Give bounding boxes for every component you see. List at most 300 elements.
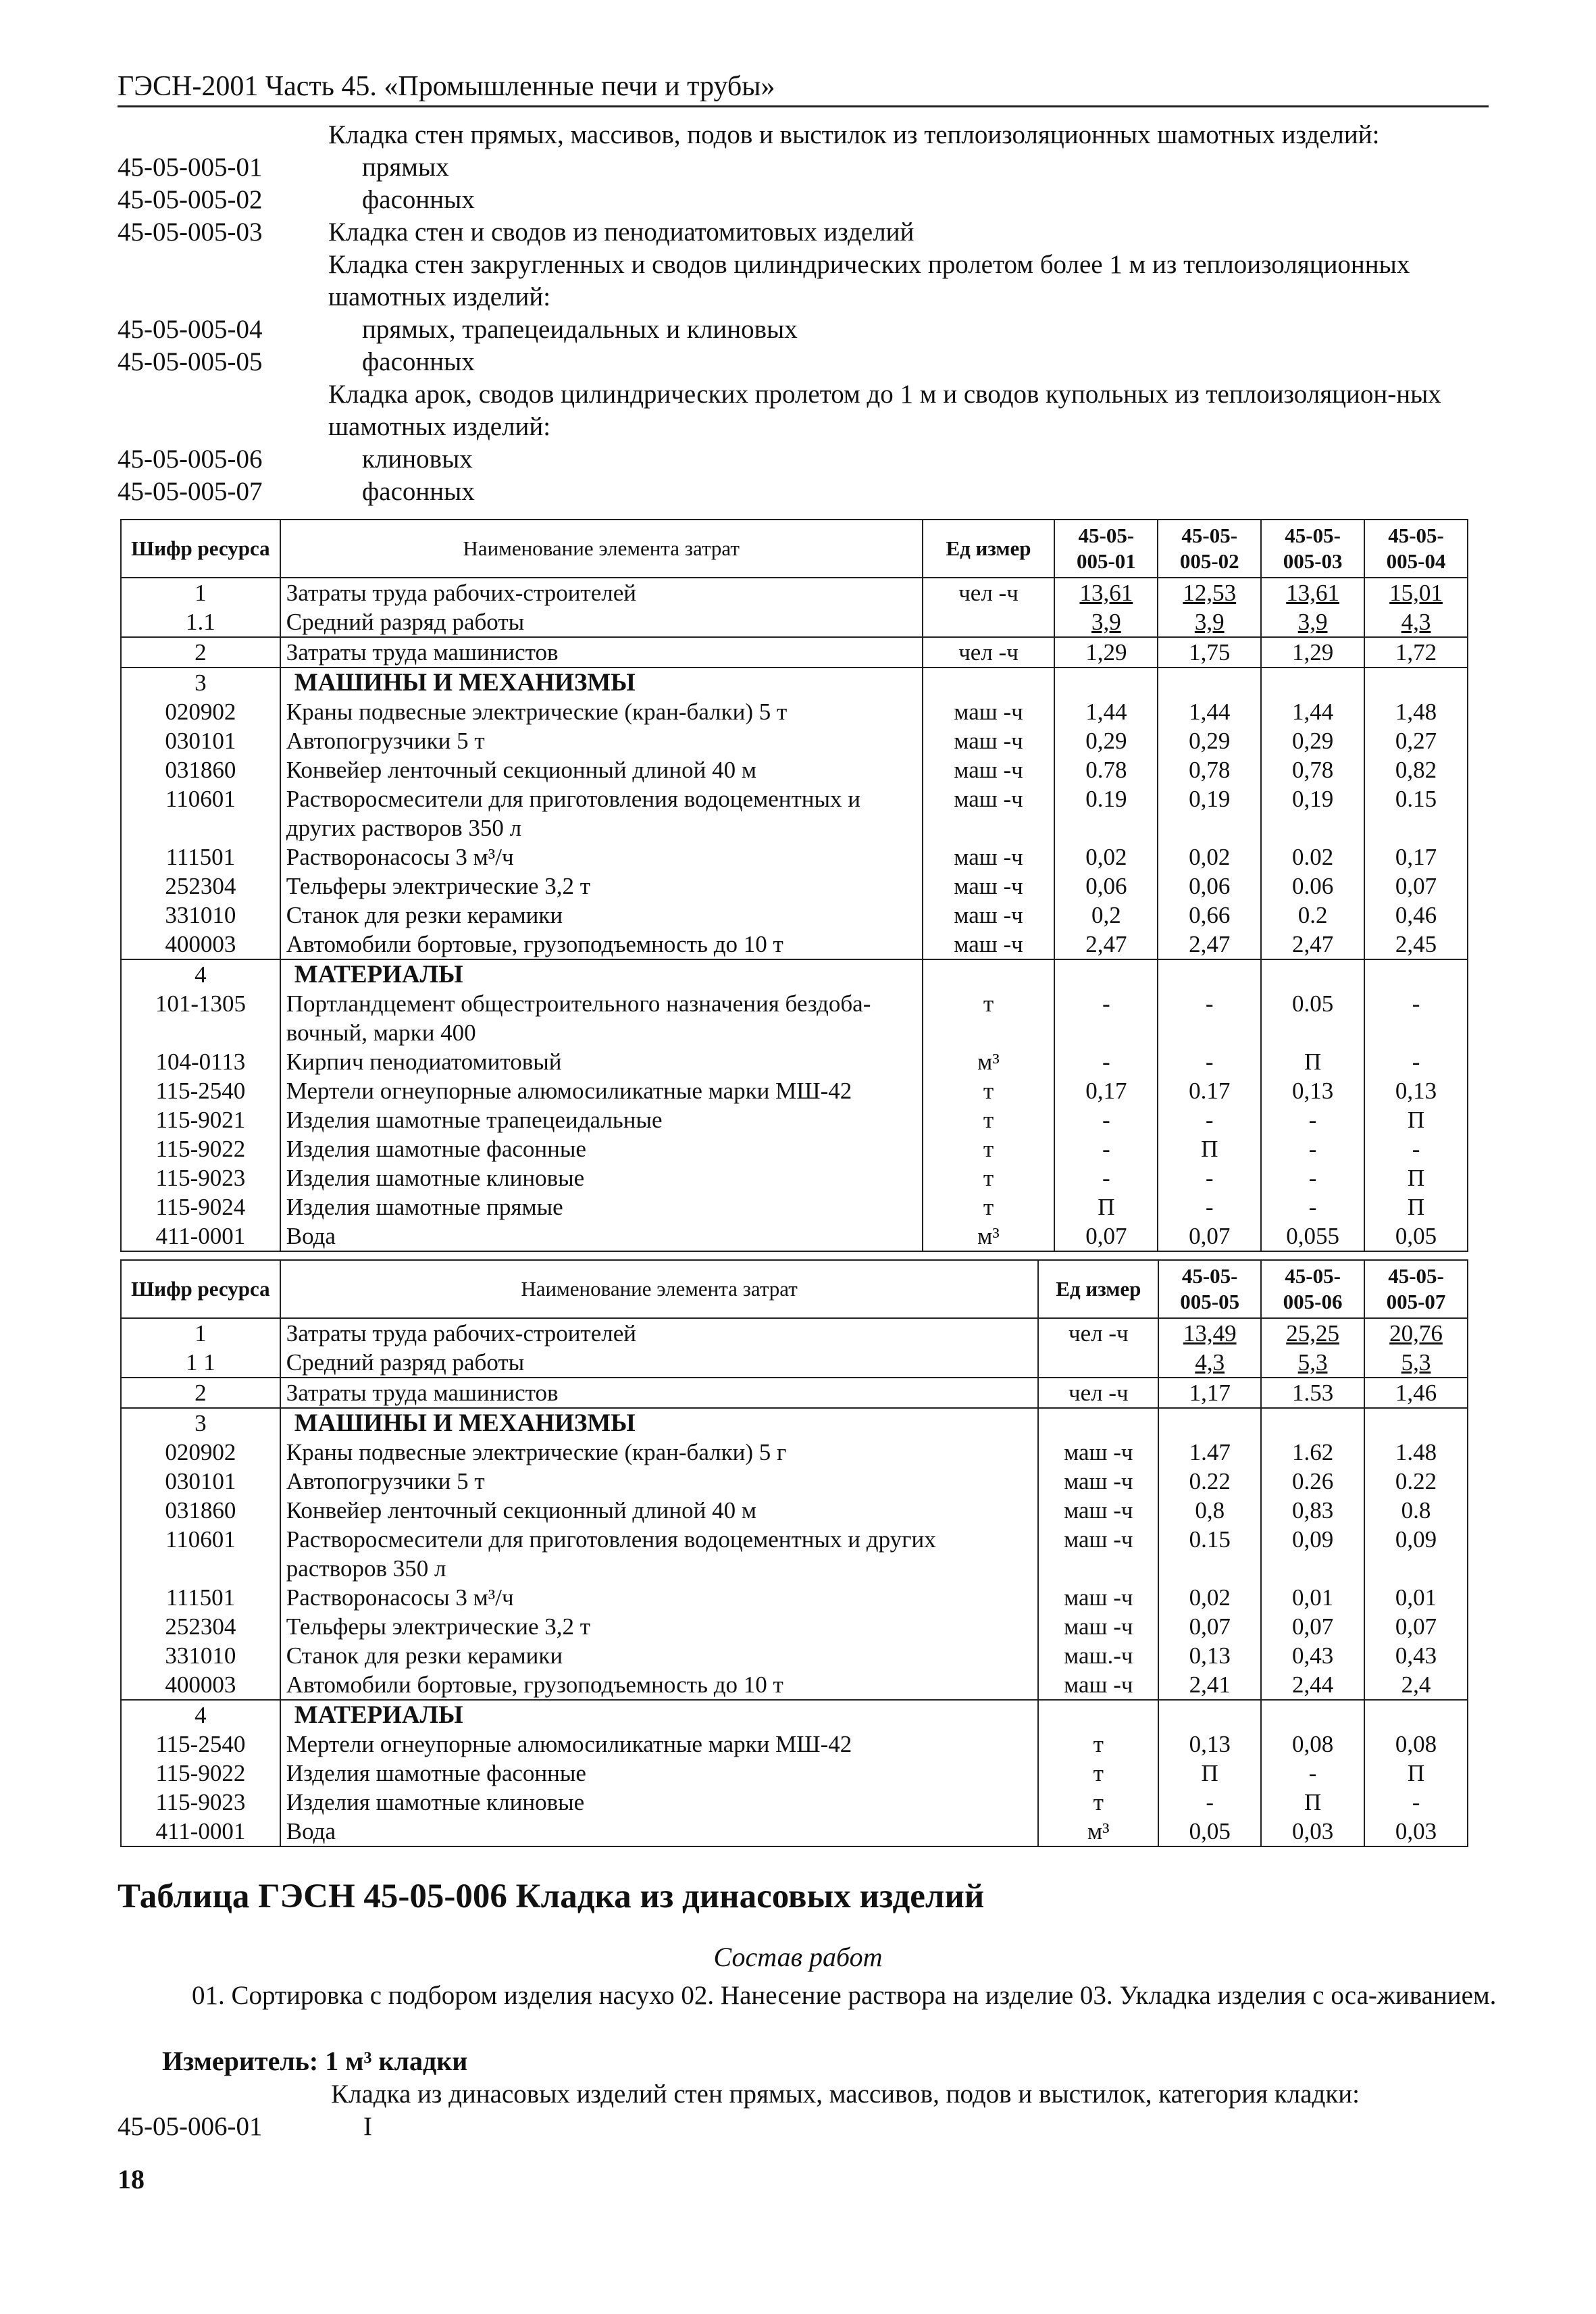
column-header: 45-05-005-03 xyxy=(1261,520,1364,578)
value-cell: 13,49 xyxy=(1158,1318,1261,1348)
unit-cell: маш -ч xyxy=(1038,1438,1158,1467)
item-code: 45-05-005-03 xyxy=(118,218,263,247)
value-cell: 3,9 xyxy=(1054,607,1158,637)
cost-element-name: Станок для резки керамики xyxy=(280,1641,1039,1670)
resource-code: 020902 xyxy=(121,1438,280,1467)
unit-cell: м³ xyxy=(1038,1817,1158,1846)
value-cell: 0,82 xyxy=(1364,755,1468,784)
resource-code: 110601 xyxy=(121,1525,280,1583)
value-cell: 0,78 xyxy=(1158,755,1261,784)
value-cell: 2,44 xyxy=(1261,1670,1364,1700)
item-text: прямых xyxy=(362,153,449,182)
item-code: 45-05-005-05 xyxy=(118,347,263,376)
value-cell: 0,19 xyxy=(1261,784,1364,842)
value-cell: 0,66 xyxy=(1158,901,1261,930)
resource-code: 030101 xyxy=(121,726,280,755)
value-cell: 0.15 xyxy=(1364,784,1468,842)
value-cell: 0,27 xyxy=(1364,726,1468,755)
item-text: Кладка стен и сводов из пенодиатомитовых изделий xyxy=(328,218,915,247)
table-row xyxy=(121,1788,1468,1817)
unit-cell: т xyxy=(923,989,1055,1047)
cost-element-name: Растворосмесители для приготовления водоцементных и других растворов 350 л xyxy=(280,1525,1039,1583)
value-cell: 20,76 xyxy=(1364,1318,1468,1348)
unit-cell: м³ xyxy=(923,1047,1055,1076)
value-cell: 0,07 xyxy=(1158,1222,1261,1251)
value-cell: 0,17 xyxy=(1054,1076,1158,1105)
cost-element-name: Вода xyxy=(280,1222,923,1251)
item-code: 45-05-005-01 xyxy=(118,153,263,182)
value-cell: 1,44 xyxy=(1158,697,1261,726)
cost-element-name: Растворосмесители для приготовления водоцементных и других растворов 350 л xyxy=(280,784,923,842)
value-cell: 0,08 xyxy=(1364,1730,1468,1759)
value-cell: 0,43 xyxy=(1261,1641,1364,1670)
column-header: 45-05-005-01 xyxy=(1054,520,1158,578)
resource-code: 111501 xyxy=(121,842,280,872)
value-cell: - xyxy=(1364,989,1468,1047)
table-row xyxy=(121,872,1468,901)
value-cell: 0,19 xyxy=(1158,784,1261,842)
item-text: Кладка стен закругленных и сводов цилиндрических пролетом более 1 м из теплоизоляционных шамотных изделий: xyxy=(328,250,1410,311)
column-header: Шифр ресурса xyxy=(121,1260,280,1318)
unit-cell: т xyxy=(923,1163,1055,1192)
table-row xyxy=(121,637,1468,668)
item-text: фасонных xyxy=(362,477,475,506)
value-cell: 0,09 xyxy=(1261,1525,1364,1583)
value-cell: 4,3 xyxy=(1364,607,1468,637)
column-header: 45-05-005-06 xyxy=(1261,1260,1364,1318)
value-cell: - xyxy=(1158,1192,1261,1222)
value-cell: 0,01 xyxy=(1364,1583,1468,1612)
list-item xyxy=(118,249,1509,313)
cost-element-name: Краны подвесные электрические (кран-балки) 5 г xyxy=(280,1438,1039,1467)
table-row xyxy=(121,1759,1468,1788)
column-header: 45-05-005-05 xyxy=(1158,1260,1261,1318)
value-cell: 1,72 xyxy=(1364,637,1468,668)
value-cell: 0.26 xyxy=(1261,1467,1364,1496)
value-cell xyxy=(1054,668,1158,697)
resource-code: 101-1305 xyxy=(121,989,280,1047)
resource-code: 252304 xyxy=(121,1612,280,1641)
resource-code: 252304 xyxy=(121,872,280,901)
resource-code: 030101 xyxy=(121,1467,280,1496)
value-cell: 1.53 xyxy=(1261,1378,1364,1408)
value-cell: 0,07 xyxy=(1261,1612,1364,1641)
value-cell: 3,9 xyxy=(1158,607,1261,637)
value-cell: - xyxy=(1158,1788,1261,1817)
value-cell: 1.48 xyxy=(1364,1438,1468,1467)
value-cell: 13,61 xyxy=(1261,578,1364,607)
resource-code: 115-9022 xyxy=(121,1759,280,1788)
value-cell: 2,4 xyxy=(1364,1670,1468,1700)
unit-cell: т xyxy=(1038,1759,1158,1788)
table-row xyxy=(121,784,1468,842)
resource-code: 1 1 xyxy=(121,1348,280,1378)
column-header: Ед измер xyxy=(1038,1260,1158,1318)
resource-code: 411-0001 xyxy=(121,1222,280,1251)
value-cell xyxy=(1158,1700,1261,1730)
column-header: 45-05-005-02 xyxy=(1158,520,1261,578)
cost-element-name: Конвейер ленточный секционный длиной 40 м xyxy=(280,755,923,784)
item-text: клиновых xyxy=(362,445,473,474)
list-item xyxy=(118,378,1509,443)
unit-cell: маш -ч xyxy=(923,872,1055,901)
value-cell: 1,75 xyxy=(1158,637,1261,668)
table-row xyxy=(121,697,1468,726)
cost-element-name: Мертели огнеупорные алюмосиликатные марки МШ-42 xyxy=(280,1730,1039,1759)
value-cell xyxy=(1261,668,1364,697)
unit-cell: маш -ч xyxy=(923,930,1055,959)
unit-cell: т xyxy=(923,1192,1055,1222)
cost-element-name: Изделия шамотные фасонные xyxy=(280,1759,1039,1788)
composition-label: Состав работ xyxy=(713,1942,883,1972)
cost-element-name: Тельферы электрические 3,2 т xyxy=(280,872,923,901)
value-cell: - xyxy=(1158,1105,1261,1134)
value-cell: - xyxy=(1158,989,1261,1047)
resource-code: 331010 xyxy=(121,1641,280,1670)
value-cell: 0.05 xyxy=(1261,989,1364,1047)
measure-unit: Измеритель: 1 м³ кладки xyxy=(162,2046,468,2076)
column-header: 45-05-005-04 xyxy=(1364,520,1468,578)
value-cell xyxy=(1158,959,1261,989)
resource-code: 2 xyxy=(121,637,280,668)
unit-cell: чел -ч xyxy=(1038,1318,1158,1348)
cost-element-name: Автомобили бортовые, грузоподъемность до 10 т xyxy=(280,1670,1039,1700)
value-cell: 12,53 xyxy=(1158,578,1261,607)
value-cell: 5,3 xyxy=(1261,1348,1364,1378)
list-item xyxy=(118,184,1509,216)
unit-cell: маш -ч xyxy=(1038,1467,1158,1496)
value-cell: П xyxy=(1364,1759,1468,1788)
resource-code: 400003 xyxy=(121,930,280,959)
unit-cell xyxy=(1038,1348,1158,1378)
value-cell: П xyxy=(1364,1192,1468,1222)
cost-element-name: Средний разряд работы xyxy=(280,607,923,637)
cost-element-name: Изделия шамотные фасонные xyxy=(280,1134,923,1163)
page-number: 18 xyxy=(118,2164,145,2194)
item-list xyxy=(118,119,1509,508)
unit-cell: т xyxy=(923,1076,1055,1105)
resource-code: 411-0001 xyxy=(121,1817,280,1846)
table-row xyxy=(121,1730,1468,1759)
cost-element-name: Затраты труда рабочих-строителей xyxy=(280,1318,1039,1348)
list-item xyxy=(118,151,1509,184)
value-cell: 0,13 xyxy=(1158,1730,1261,1759)
unit-cell: маш -ч xyxy=(1038,1496,1158,1525)
cost-element-name: Растворонасосы 3 м³/ч xyxy=(280,842,923,872)
resource-code: 1 xyxy=(121,1318,280,1348)
table-row xyxy=(121,901,1468,930)
value-cell: - xyxy=(1054,989,1158,1047)
value-cell: 0,03 xyxy=(1364,1817,1468,1846)
value-cell: - xyxy=(1054,1105,1158,1134)
table-row xyxy=(121,930,1468,959)
resource-code: 115-2540 xyxy=(121,1730,280,1759)
item-code: 45-05-005-02 xyxy=(118,185,263,214)
list-item xyxy=(118,313,1509,346)
table-row xyxy=(121,1105,1468,1134)
value-cell: 1,48 xyxy=(1364,697,1468,726)
table-row xyxy=(121,1134,1468,1163)
cost-element-name: Автопогрузчики 5 т xyxy=(280,1467,1039,1496)
section-heading: МАТЕРИАЛЫ xyxy=(280,959,923,989)
resource-code: 031860 xyxy=(121,1496,280,1525)
unit-cell: маш -ч xyxy=(1038,1583,1158,1612)
value-cell: 5,3 xyxy=(1364,1348,1468,1378)
section-row xyxy=(121,668,1468,697)
value-cell: - xyxy=(1158,1163,1261,1192)
cost-element-name: Конвейер ленточный секционный длиной 40 м xyxy=(280,1496,1039,1525)
table-row xyxy=(121,1163,1468,1192)
value-cell: 13,61 xyxy=(1054,578,1158,607)
value-cell: 0,01 xyxy=(1261,1583,1364,1612)
resource-code: 3 xyxy=(121,1408,280,1438)
resource-code: 115-9024 xyxy=(121,1192,280,1222)
resource-code: 115-9022 xyxy=(121,1134,280,1163)
unit-cell: маш -ч xyxy=(923,842,1055,872)
table-row xyxy=(121,578,1468,607)
table-row xyxy=(121,1222,1468,1251)
value-cell: 0,03 xyxy=(1261,1817,1364,1846)
item-category: I xyxy=(363,2112,372,2141)
value-cell: - xyxy=(1158,1047,1261,1076)
cost-element-name: Изделия шамотные клиновые xyxy=(280,1163,923,1192)
value-cell: П xyxy=(1364,1105,1468,1134)
section-heading: МАШИНЫ И МЕХАНИЗМЫ xyxy=(280,668,923,697)
value-cell: 0,08 xyxy=(1261,1730,1364,1759)
table-row xyxy=(121,1076,1468,1105)
value-cell: 1.62 xyxy=(1261,1438,1364,1467)
cost-element-name: Автопогрузчики 5 т xyxy=(280,726,923,755)
table-row xyxy=(121,989,1468,1047)
value-cell: 3,9 xyxy=(1261,607,1364,637)
value-cell: 0,29 xyxy=(1158,726,1261,755)
unit-cell: м³ xyxy=(923,1222,1055,1251)
table-row xyxy=(121,1670,1468,1700)
unit-cell: маш -ч xyxy=(1038,1670,1158,1700)
column-header: Наименование элемента затрат xyxy=(280,520,923,578)
table-row xyxy=(121,1817,1468,1846)
value-cell: 0,07 xyxy=(1054,1222,1158,1251)
table-row xyxy=(121,1348,1468,1378)
value-cell: 0,05 xyxy=(1158,1817,1261,1846)
value-cell: 0,055 xyxy=(1261,1222,1364,1251)
item-text: Кладка арок, сводов цилиндрических пролетом до 1 м и сводов купольных из теплоизоляцион-ных шамотных изделий: xyxy=(328,380,1441,441)
value-cell: 0,43 xyxy=(1364,1641,1468,1670)
value-cell xyxy=(1364,1700,1468,1730)
value-cell: 0,02 xyxy=(1158,842,1261,872)
value-cell: 0,13 xyxy=(1158,1641,1261,1670)
cost-element-name: Изделия шамотные клиновые xyxy=(280,1788,1039,1817)
value-cell: 0.8 xyxy=(1364,1496,1468,1525)
resource-table-1 xyxy=(120,519,1468,1252)
composition-text: 01. Сортировка с подбором изделия насухо 02. Нанесение раствора на изделие 03. Укладка изделия с оса-живанием. xyxy=(192,1981,1497,2010)
resource-table-2 xyxy=(120,1259,1468,1847)
value-cell xyxy=(1054,959,1158,989)
unit-cell: маш.-ч xyxy=(1038,1641,1158,1670)
cost-element-name: Затраты труда рабочих-строителей xyxy=(280,578,923,607)
resource-code: 110601 xyxy=(121,784,280,842)
value-cell: 0,13 xyxy=(1364,1076,1468,1105)
value-cell: 2,47 xyxy=(1158,930,1261,959)
value-cell: 0.19 xyxy=(1054,784,1158,842)
value-cell xyxy=(1261,1700,1364,1730)
value-cell: 0,07 xyxy=(1364,1612,1468,1641)
value-cell: - xyxy=(1261,1192,1364,1222)
value-cell: 1,29 xyxy=(1054,637,1158,668)
value-cell: П xyxy=(1261,1047,1364,1076)
unit-cell: чел -ч xyxy=(1038,1378,1158,1408)
resource-code: 111501 xyxy=(121,1583,280,1612)
value-cell: 0,09 xyxy=(1364,1525,1468,1583)
value-cell: 2,47 xyxy=(1054,930,1158,959)
unit-cell xyxy=(1038,1700,1158,1730)
value-cell: 0,29 xyxy=(1261,726,1364,755)
value-cell: П xyxy=(1158,1759,1261,1788)
unit-cell xyxy=(1038,1408,1158,1438)
item-text: фасонных xyxy=(362,347,475,376)
value-cell: 1,44 xyxy=(1261,697,1364,726)
value-cell: 0,06 xyxy=(1158,872,1261,901)
value-cell: 0,8 xyxy=(1158,1496,1261,1525)
item-code: 45-05-005-06 xyxy=(118,445,263,474)
value-cell: 25,25 xyxy=(1261,1318,1364,1348)
unit-cell: маш -ч xyxy=(923,784,1055,842)
cost-element-name: Вода xyxy=(280,1817,1039,1846)
cost-element-name: Кирпич пенодиатомитовый xyxy=(280,1047,923,1076)
value-cell: 0.22 xyxy=(1158,1467,1261,1496)
column-header: Шифр ресурса xyxy=(121,520,280,578)
table-row xyxy=(121,1378,1468,1408)
table-row xyxy=(121,1496,1468,1525)
unit-cell: т xyxy=(1038,1730,1158,1759)
value-cell xyxy=(1261,959,1364,989)
resource-code: 2 xyxy=(121,1378,280,1408)
value-cell: 0.06 xyxy=(1261,872,1364,901)
value-cell: 0,2 xyxy=(1054,901,1158,930)
value-cell: - xyxy=(1261,1759,1364,1788)
section-row xyxy=(121,959,1468,989)
list-item xyxy=(118,443,1509,476)
value-cell: - xyxy=(1364,1788,1468,1817)
value-cell: - xyxy=(1261,1134,1364,1163)
table-row xyxy=(121,1438,1468,1467)
cost-element-name: Автомобили бортовые, грузоподъемность до 10 т xyxy=(280,930,923,959)
cost-element-name: Краны подвесные электрические (кран-балки) 5 т xyxy=(280,697,923,726)
cost-element-name: Затраты труда машинистов xyxy=(280,1378,1039,1408)
unit-cell: т xyxy=(923,1134,1055,1163)
resource-code: 400003 xyxy=(121,1670,280,1700)
table-row xyxy=(121,607,1468,637)
resource-code: 3 xyxy=(121,668,280,697)
value-cell: П xyxy=(1158,1134,1261,1163)
list-item xyxy=(118,476,1509,508)
table-row xyxy=(121,1047,1468,1076)
resource-code: 115-9021 xyxy=(121,1105,280,1134)
unit-cell: т xyxy=(1038,1788,1158,1817)
list-item xyxy=(118,216,1509,249)
resource-code: 031860 xyxy=(121,755,280,784)
table-row xyxy=(121,1318,1468,1348)
table-row xyxy=(121,1583,1468,1612)
value-cell: - xyxy=(1261,1163,1364,1192)
cost-element-name: Тельферы электрические 3,2 т xyxy=(280,1612,1039,1641)
list-item xyxy=(118,346,1509,378)
value-cell: - xyxy=(1364,1134,1468,1163)
value-cell: 0.2 xyxy=(1261,901,1364,930)
value-cell: 1,17 xyxy=(1158,1378,1261,1408)
unit-cell: маш -ч xyxy=(923,755,1055,784)
value-cell: 1,46 xyxy=(1364,1378,1468,1408)
value-cell: 15,01 xyxy=(1364,578,1468,607)
table-row xyxy=(121,1467,1468,1496)
section-title: Таблица ГЭСН 45-05-006 Кладка из динасовых изделий xyxy=(118,1878,985,1915)
unit-cell xyxy=(923,668,1055,697)
value-cell: 0.17 xyxy=(1158,1076,1261,1105)
value-cell: 0.78 xyxy=(1054,755,1158,784)
value-cell xyxy=(1364,959,1468,989)
resource-code: 115-9023 xyxy=(121,1163,280,1192)
value-cell: 0,07 xyxy=(1364,872,1468,901)
table-row xyxy=(121,1641,1468,1670)
cost-element-name: Мертели огнеупорные алюмосиликатные марки МШ-42 xyxy=(280,1076,923,1105)
table-row xyxy=(121,1612,1468,1641)
column-header: 45-05-005-07 xyxy=(1364,1260,1468,1318)
section-heading: МАШИНЫ И МЕХАНИЗМЫ xyxy=(280,1408,1039,1438)
value-cell: - xyxy=(1364,1047,1468,1076)
value-cell: 0,46 xyxy=(1364,901,1468,930)
column-header: Наименование элемента затрат xyxy=(280,1260,1039,1318)
value-cell xyxy=(1364,1408,1468,1438)
value-cell: - xyxy=(1054,1047,1158,1076)
table-row xyxy=(121,726,1468,755)
item-text: Кладка стен прямых, массивов, подов и выстилок из теплоизоляционных шамотных изделий: xyxy=(328,120,1380,149)
cost-element-name: Изделия шамотные трапецеидальные xyxy=(280,1105,923,1134)
unit-cell: т xyxy=(923,1105,1055,1134)
resource-code: 115-2540 xyxy=(121,1076,280,1105)
resource-code: 1 xyxy=(121,578,280,607)
item-description: Кладка из динасовых изделий стен прямых, массивов, подов и выстилок, категория кладки: xyxy=(331,2080,1360,2109)
resource-code: 4 xyxy=(121,1700,280,1730)
value-cell: 2,41 xyxy=(1158,1670,1261,1700)
value-cell xyxy=(1364,668,1468,697)
resource-code: 115-9023 xyxy=(121,1788,280,1817)
resource-code: 4 xyxy=(121,959,280,989)
unit-cell: маш -ч xyxy=(923,901,1055,930)
unit-cell: маш -ч xyxy=(923,726,1055,755)
section-row xyxy=(121,1700,1468,1730)
unit-cell xyxy=(923,959,1055,989)
value-cell: 0,13 xyxy=(1261,1076,1364,1105)
value-cell: 0,78 xyxy=(1261,755,1364,784)
resource-code: 1.1 xyxy=(121,607,280,637)
item-code: 45-05-006-01 xyxy=(118,2112,263,2141)
item-code: 45-05-005-07 xyxy=(118,477,263,506)
value-cell: 0,06 xyxy=(1054,872,1158,901)
value-cell xyxy=(1158,668,1261,697)
table-row xyxy=(121,1192,1468,1222)
value-cell: - xyxy=(1261,1105,1364,1134)
value-cell xyxy=(1158,1408,1261,1438)
value-cell: 0,83 xyxy=(1261,1496,1364,1525)
value-cell: 0,05 xyxy=(1364,1222,1468,1251)
unit-cell: маш -ч xyxy=(923,697,1055,726)
cost-element-name: Растворонасосы 3 м³/ч xyxy=(280,1583,1039,1612)
unit-cell: маш -ч xyxy=(1038,1612,1158,1641)
value-cell: 1.47 xyxy=(1158,1438,1261,1467)
cost-element-name: Портландцемент общестроительного назначения бездоба-вочный, марки 400 xyxy=(280,989,923,1047)
table-row xyxy=(121,842,1468,872)
table-row xyxy=(121,1525,1468,1583)
